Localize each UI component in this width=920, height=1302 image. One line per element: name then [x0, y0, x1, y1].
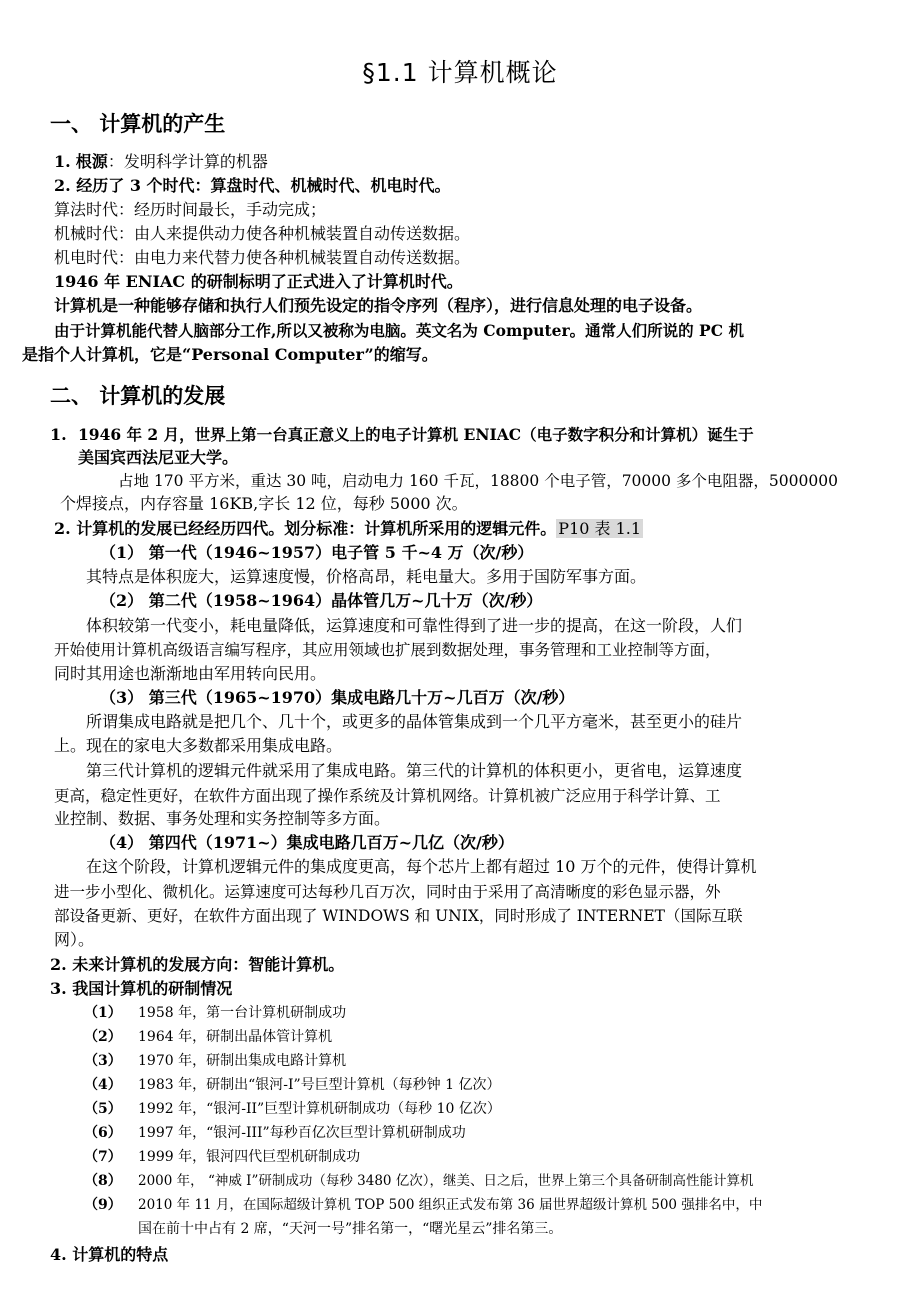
dev-item1-num: 1. [50, 425, 67, 444]
gen4-desc-2: 进一步小型化、微机化。运算速度可达每秒几百万次，同时由于采用了高清晰度的彩色显示器，外 [54, 883, 721, 901]
page-title: §1.1 计算机概论 [362, 58, 558, 87]
china-item-num: （5） [84, 1101, 122, 1117]
china-item-text: 2000 年， “神威 I”研制成功（每秒 3480 亿次），继美、日之后，世界上第三个具备研制高性能计算机 [138, 1173, 754, 1189]
gen3-desc-1: 所谓集成电路就是把几个、几十个，或更多的晶体管集成到一个几平方毫米，甚至更小的硅片 [86, 712, 743, 731]
eniac-detail-1: 占地 170 平方米，重达 30 吨，启动电力 160 千瓦，18800 个电子管，70000 多个电阻器，5000000 [118, 472, 838, 490]
gen4-title: （4） 第四代（1971~）集成电路几百万~几亿（次/秒） [100, 833, 514, 852]
china-item-text: 1970 年，研制出集成电路计算机 [138, 1053, 347, 1069]
features-heading: 4. 计算机的特点 [50, 1245, 169, 1264]
gen3-desc-5: 业控制、数据、事务处理和实务控制等多方面。 [54, 809, 391, 828]
gen3-desc-3: 第三代计算机的逻辑元件就采用了集成电路。第三代的计算机的体积更小，更省电，运算速度 [86, 761, 743, 780]
china-item-num: （8） [84, 1173, 122, 1189]
gen1-desc: 其特点是体积庞大，运算速度慢，价格高昂，耗电量大。多用于国防军事方面。 [86, 567, 647, 586]
china-item-text: 1983 年，研制出“银河-I”号巨型计算机（每秒钟 1 亿次） [138, 1077, 501, 1093]
china-item-text: 1964 年，研制出晶体管计算机 [138, 1029, 333, 1045]
s1-line-origin [54, 151, 268, 173]
china-heading: 3. 我国计算机的研制情况 [50, 979, 233, 998]
dev-item2 [54, 518, 643, 540]
era-electromechanical: 机电时代：由电力来代替力使各种机械装置自动传送数据。 [54, 248, 471, 267]
gen4-desc-4: 网）。 [54, 930, 95, 949]
pc-line-1: 由于计算机能代替人脑部分工作,所以又被称为电脑。英文名为 Computer。通常人们所说的 PC 机 [54, 321, 744, 340]
china-item-text: 1999 年，银河四代巨型机研制成功 [138, 1149, 361, 1165]
gen2-desc-2: 开始使用计算机高级语言编写程序，其应用领域也扩展到数据处理，事务管理和工业控制等方面， [54, 641, 721, 659]
s1-line-origin-text: ：发明科学计算的机器 [107, 152, 268, 171]
gen2-desc-1: 体积较第一代变小，耗电量降低，运算速度和可靠性得到了进一步的提高，在这一阶段，人们 [86, 616, 743, 635]
eniac-detail-2: 个焊接点，内存容量 16KB,字长 12 位，每秒 5000 次。 [60, 494, 468, 513]
gen1-title: （1） 第一代（1946~1957）电子管 5 千~4 万（次/秒） [100, 543, 534, 562]
s1-line-eras-num: 2. [54, 176, 71, 195]
dev-item1-line2: 美国宾西法尼亚大学。 [78, 448, 239, 467]
dev-item2-text: 计算机的发展已经经历四代。划分标准：计算机所采用的逻辑元件。 [76, 519, 557, 538]
china-item-num: （9） [84, 1197, 122, 1213]
gen3-desc-2: 上。现在的家电大多数都采用集成电路。 [54, 736, 343, 755]
china-item-num: （3） [84, 1053, 122, 1069]
china-item-num: （4） [84, 1077, 122, 1093]
dev-item1-text1: 1946 年 2 月，世界上第一台真正意义上的电子计算机 ENIAC（电子数字积分和计算机）诞生于 [78, 425, 754, 444]
gen4-desc-1: 在这个阶段，计算机逻辑元件的集成度更高，每个芯片上都有超过 10 万个的元件，使得计算机 [86, 857, 757, 876]
china-item-text: 1997 年，“银河-III”每秒百亿次巨型计算机研制成功 [138, 1125, 466, 1141]
s1-line-eras [54, 175, 451, 197]
section2-heading: 二、 计算机的发展 [50, 384, 226, 408]
gen3-desc-4: 更高，稳定性更好，在软件方面出现了操作系统及计算机网络。计算机被广泛应用于科学计算、工 [54, 787, 721, 805]
pc-line-2: 是指个人计算机，它是“Personal Computer”的缩写。 [22, 345, 438, 364]
china-item-num: （7） [84, 1149, 122, 1165]
china-item-num: （2） [84, 1029, 122, 1045]
china-item-text: 1958 年，第一台计算机研制成功 [138, 1005, 347, 1021]
s1-line-origin-label: 根源 [75, 152, 108, 171]
computer-definition: 计算机是一种能够存储和执行人们预先设定的指令序列（程序），进行信息处理的电子设备。 [54, 296, 703, 315]
gen4-desc-3: 部设备更新、更好，在软件方面出现了 WINDOWS 和 UNIX，同时形成了 INTERNET（国际互联 [54, 907, 743, 925]
gen2-desc-3: 同时其用途也渐渐地由军用转向民用。 [54, 664, 327, 683]
s1-line-eras-text: 经历了 3 个时代：算盘时代、机械时代、机电时代。 [76, 176, 451, 195]
table-reference: P10 表 1.1 [558, 519, 642, 538]
eniac-statement: 1946 年 ENIAC 的研制标明了正式进入了计算机时代。 [54, 272, 463, 291]
gen3-title: （3） 第三代（1965~1970）集成电路几十万~几百万（次/秒） [100, 688, 575, 707]
china-item-text: 1992 年，“银河-II”巨型计算机研制成功（每秒 10 亿次） [138, 1101, 501, 1117]
gen2-title: （2） 第二代（1958~1964）晶体管几万~几十万（次/秒） [100, 591, 543, 610]
section1-heading: 一、 计算机的产生 [50, 112, 226, 136]
s1-line-origin-num: 1. [54, 152, 71, 171]
dev-item2-num: 2. [54, 519, 71, 538]
china-item-num: （1） [84, 1005, 122, 1021]
china-item-num: （6） [84, 1125, 122, 1141]
china-item-text: 2010 年 11 月，在国际超级计算机 TOP 500 组织正式发布第 36 届世界超级计算机 500 强排名中，中 [138, 1197, 763, 1213]
era-abacus: 算法时代：经历时间最长，手动完成； [54, 200, 327, 219]
china-item-9-cont: 国在前十中占有 2 席，“天河一号”排名第一，“曙光星云”排名第三。 [138, 1221, 563, 1237]
era-mechanical: 机械时代：由人来提供动力使各种机械装置自动传送数据。 [54, 224, 471, 243]
future-direction: 2. 未来计算机的发展方向：智能计算机。 [50, 955, 345, 974]
